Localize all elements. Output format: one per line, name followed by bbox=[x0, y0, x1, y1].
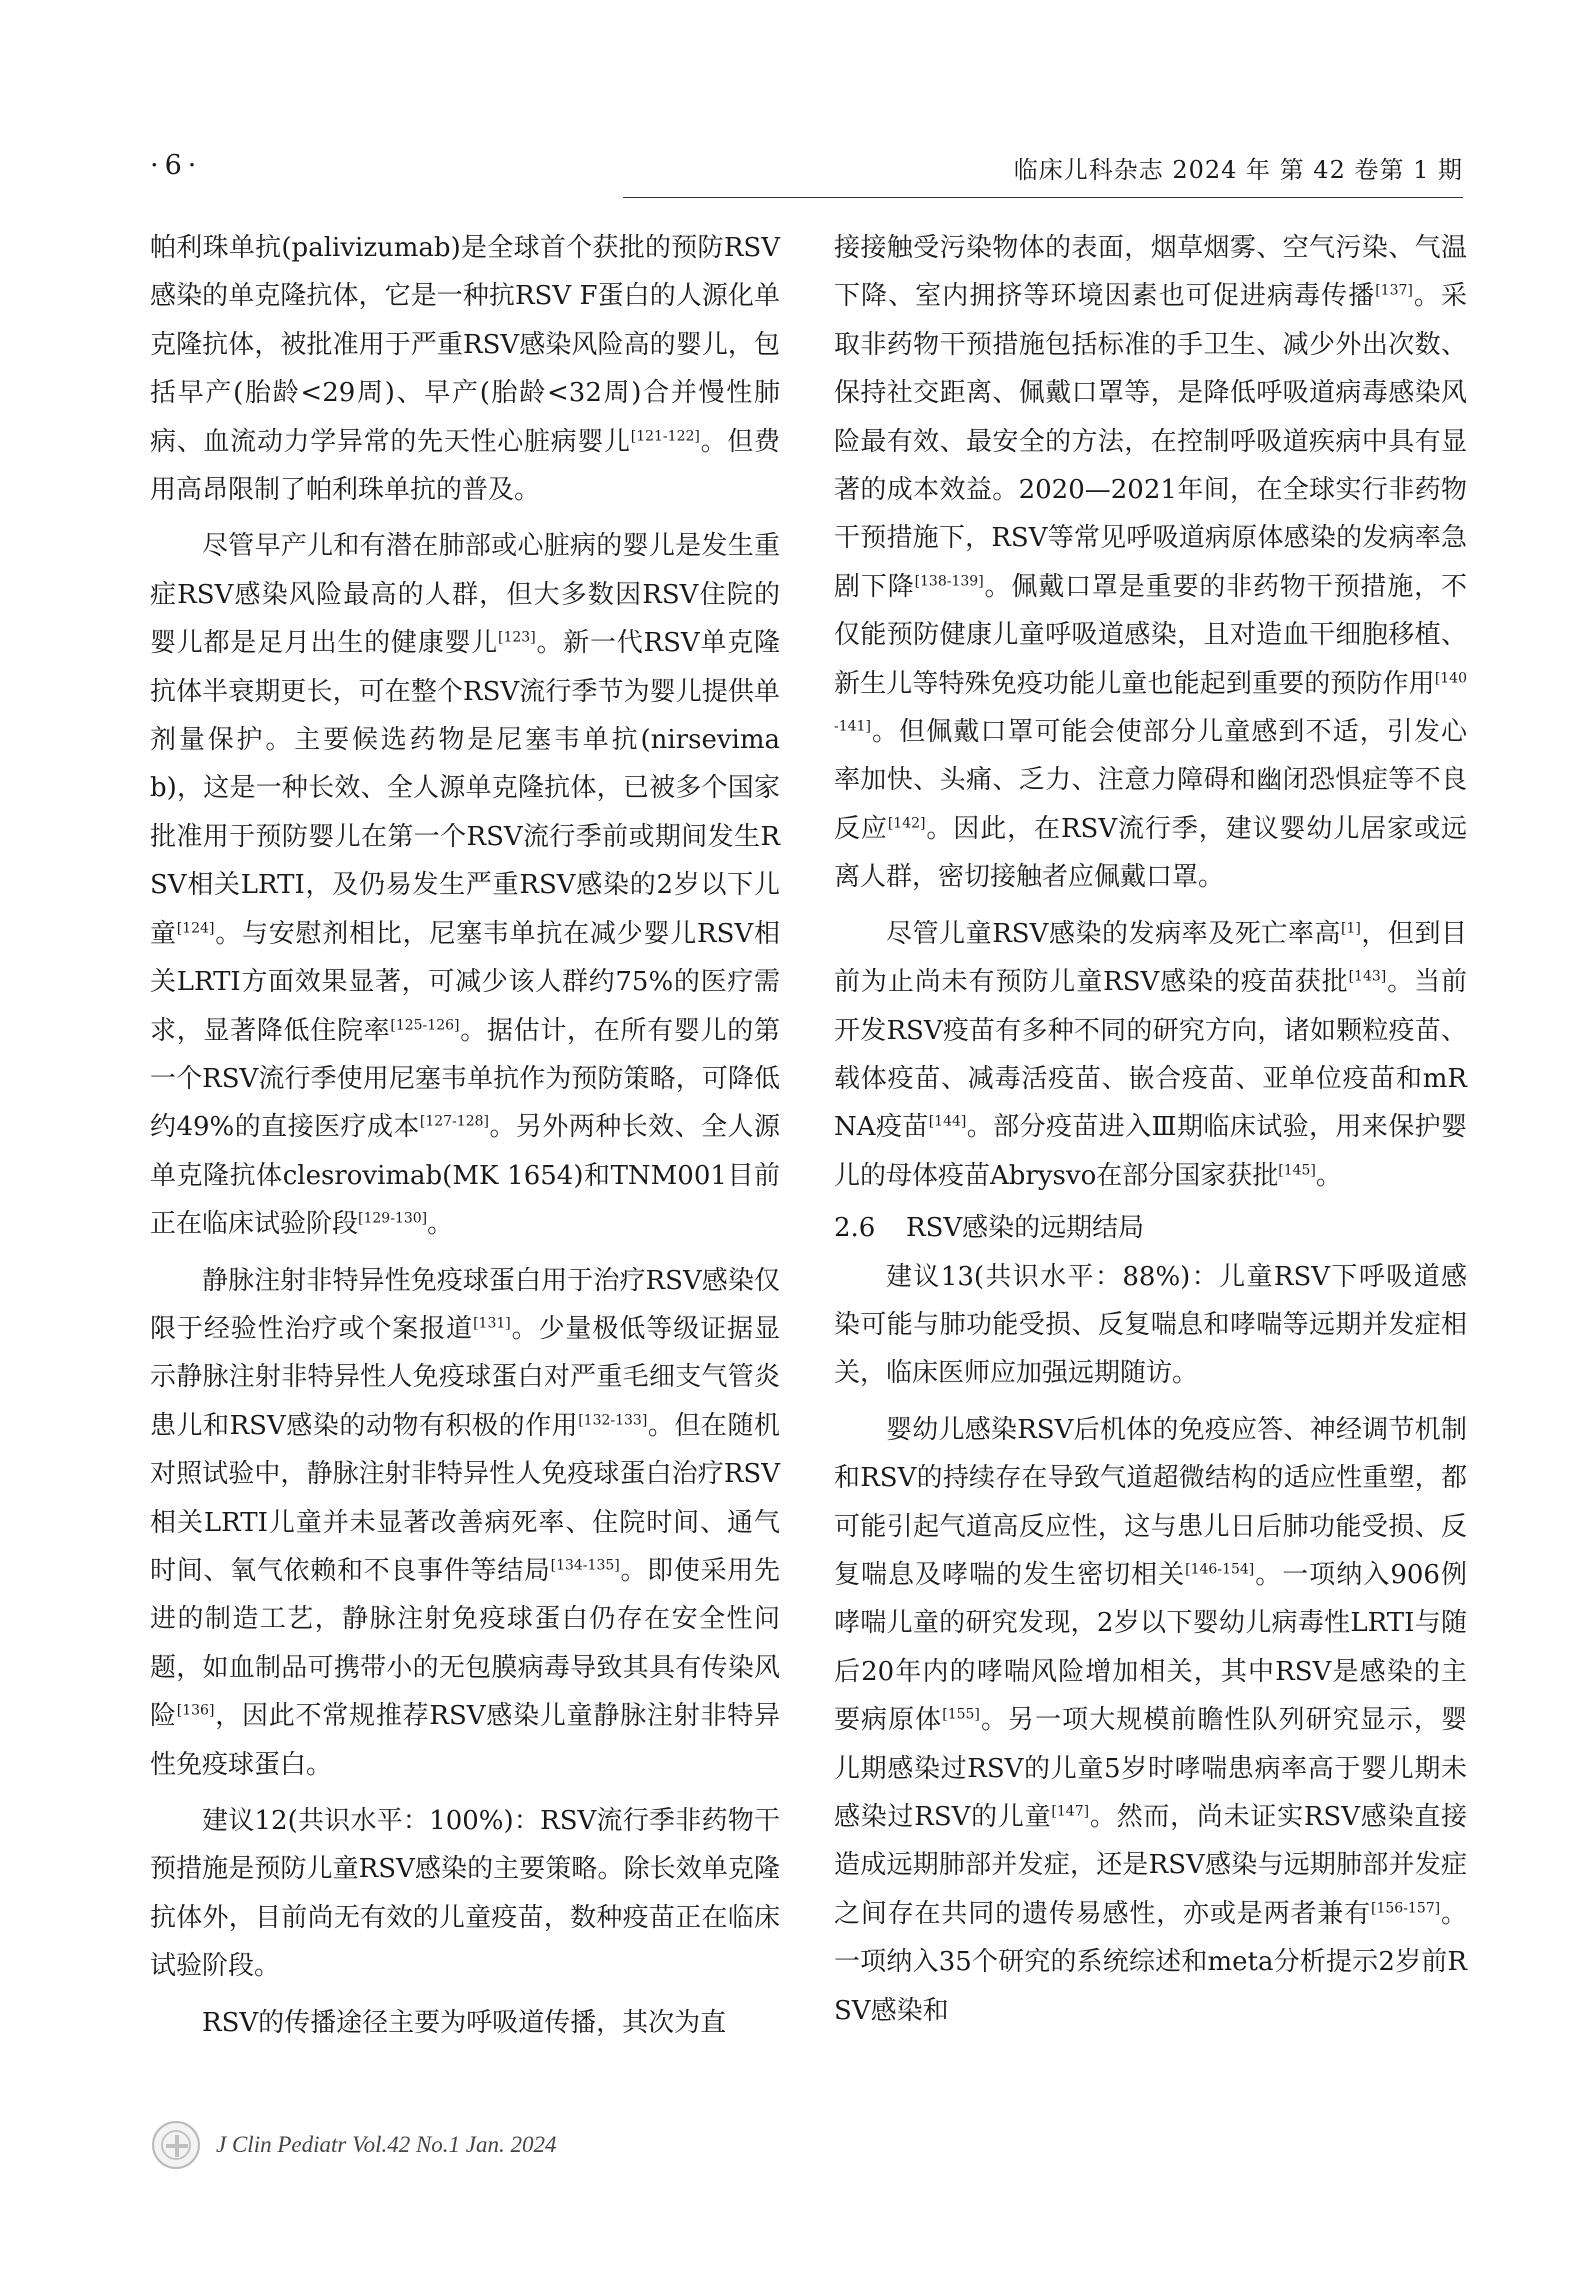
text-segment: 。因此，在RSV流行季，建议婴幼儿居家或远离人群，密切接触者应佩戴口罩。 bbox=[834, 813, 1467, 893]
text-segment: 。但佩戴口罩可能会使部分儿童感到不适，引发心率加快、头痛、乏力、注意力障碍和幽闭恐惧症等不良反应 bbox=[834, 717, 1467, 844]
footer bbox=[152, 2121, 557, 2169]
page-number: ·6· bbox=[150, 150, 203, 181]
text-segment: 。采取非药物干预措施包括标准的手卫生、减少外出次数、保持社交距离、佩戴口罩等，是降低呼吸道病毒感染风险最有效、最安全的方法，在控制呼吸道疾病中具有显著的成本效益。2020—2021年间，在全球实行非药物干预措施下，RSV等常见呼吸道病原体感染的发病率急剧下降 bbox=[834, 281, 1467, 602]
text-segment: 。一项纳入35个研究的系统综述和meta分析提示2岁前RSV感染和 bbox=[834, 1898, 1467, 2026]
header-rule bbox=[623, 197, 1463, 198]
paragraph-long-term bbox=[834, 1406, 1467, 2035]
paragraph-palivizumab bbox=[150, 224, 780, 514]
text-segment: 。部分疫苗进入Ⅲ期临床试验，用来保护婴儿的母体疫苗Abrysvo在部分国家获批 bbox=[834, 1112, 1467, 1191]
citation-ref: [121-122] bbox=[630, 427, 700, 444]
text-segment: 尽管早产儿和有潜在肺部或心脏病的婴儿是发生重症RSV感染风险最高的人群，但大多数因RSV住院的婴儿都是足月出生的健康婴儿 bbox=[150, 531, 780, 659]
text-segment: 。一项纳入906例哮喘儿童的研究发现，2岁以下婴幼儿病毒性LRTI与随后20年内的哮喘风险增加相关，其中RSV是感染的主要病原体 bbox=[834, 1559, 1467, 1736]
citation-ref: [131] bbox=[473, 1315, 511, 1332]
text-segment: 。但费用高昂限制了帕利珠单抗的普及。 bbox=[150, 426, 780, 506]
text-segment: 。即使采用先进的制造工艺，静脉注射免疫球蛋白仍存在安全性问题，如血制品可携带小的无包膜病毒导致其具有传染风险 bbox=[150, 1555, 780, 1732]
left-column bbox=[150, 224, 780, 2047]
citation-ref: [142] bbox=[887, 815, 926, 832]
paragraph-immunoglobulin bbox=[150, 1257, 780, 1789]
text-segment: 接接触受污染物体的表面，烟草烟雾、空气污染、气温下降、室内拥挤等环境因素也可促进病毒传播 bbox=[834, 233, 1467, 312]
paragraph-nonpharma bbox=[834, 224, 1467, 902]
text-segment: 。佩戴口罩是重要的非药物干预措施，不仅能预防健康儿童呼吸道感染，且对造血干细胞移植、新生儿等特殊免疫功能儿童也能起到重要的预防作用 bbox=[834, 571, 1467, 699]
paragraph-vaccine bbox=[834, 910, 1467, 1200]
paragraph-nirsevimab bbox=[150, 522, 780, 1248]
text-segment: 。少量极低等级证据显示静脉注射非特异性人免疫球蛋白对严重毛细支气管炎患儿和RSV感染的动物有积极的作用 bbox=[150, 1313, 780, 1441]
section-number: 2.6 bbox=[834, 1213, 876, 1244]
citation-ref: [155] bbox=[942, 1706, 980, 1723]
citation-ref: [132-133] bbox=[578, 1412, 648, 1429]
citation-ref: [143] bbox=[1348, 968, 1387, 985]
citation-ref: [1] bbox=[1340, 920, 1361, 937]
text-segment: 帕利珠单抗(palivizumab)是全球首个获批的预防RSV感染的单克隆抗体，它是一种抗RSV F蛋白的人源化单克隆抗体，被批准用于严重RSV感染风险高的婴儿，包括早产(胎龄<29周)、早产(胎龄<32周)合并慢性肺病、血流动力学异常的先天性心脏病婴儿 bbox=[150, 233, 780, 457]
paragraph-transmission: RSV的传播途径主要为呼吸道传播，其次为直 bbox=[202, 2007, 727, 2038]
citation-ref: [123] bbox=[498, 629, 536, 646]
citation-ref: [134-135] bbox=[550, 1557, 620, 1574]
text-segment: 。另一项大规模前瞻性队列研究显示，婴儿期感染过RSV的儿童5岁时哮喘患病率高于婴儿期未感染过RSV的儿童 bbox=[834, 1705, 1467, 1832]
text-segment: ，因此不常规推荐RSV感染儿童静脉注射非特异性免疫球蛋白。 bbox=[150, 1701, 780, 1780]
citation-ref: [146-154] bbox=[1185, 1561, 1255, 1578]
citation-ref: [137] bbox=[1375, 282, 1413, 299]
section-heading bbox=[834, 1204, 1467, 1252]
text-segment: 尽管儿童RSV感染的发病率及死亡率高 bbox=[886, 918, 1341, 949]
text-segment: 。然而，尚未证实RSV感染直接造成远期肺部并发症，还是RSV感染与远期肺部并发症之间存在共同的遗传易感性，亦或是两者兼有 bbox=[834, 1802, 1467, 1929]
journal-header: 临床儿科杂志 2024 年 第 42 卷第 1 期 bbox=[1013, 156, 1463, 184]
text-segment: ，但到目前为止尚未有预防儿童RSV感染的疫苗获批 bbox=[834, 918, 1467, 998]
recommendation-13: 建议13(共识水平：88%)：儿童RSV下呼吸道感染可能与肺功能受损、反复喘息和哮喘等远期并发症相关，临床医师应加强远期随访。 bbox=[834, 1261, 1467, 1389]
recommendation-12: 建议12(共识水平：100%)：RSV流行季非药物干预措施是预防儿童RSV感染的主要策略。除长效单克隆抗体外，目前尚无有效的儿童疫苗，数种疫苗正在临床试验阶段。 bbox=[150, 1806, 780, 1982]
text-segment: 婴幼儿感染RSV后机体的免疫应答、神经调节机制和RSV的持续存在导致气道超微结构的适应性重塑，都可能引起气道高反应性，这与患儿日后肺功能受损、反复喘息及哮喘的发生密切相关 bbox=[834, 1414, 1467, 1590]
citation-ref: [145] bbox=[1278, 1162, 1316, 1179]
text-segment: 。据估计，在所有婴儿的第一个RSV流行季使用尼塞韦单抗作为预防策略，可降低约49%的直接医疗成本 bbox=[150, 1015, 780, 1143]
text-segment: 。 bbox=[1315, 1160, 1342, 1191]
citation-ref: [140-141] bbox=[834, 670, 1467, 735]
citation-ref: [125-126] bbox=[390, 1016, 460, 1033]
logo-cross bbox=[166, 2144, 188, 2148]
citation-ref: [127-128] bbox=[419, 1113, 489, 1130]
text-segment: 静脉注射非特异性免疫球蛋白用于治疗RSV感染仅限于经验性治疗或个案报道 bbox=[150, 1265, 780, 1344]
text-segment: 。但在随机对照试验中，静脉注射非特异性人免疫球蛋白治疗RSV相关LRTI儿童并未显著改善病死率、住院时间、通气时间、氧气依赖和不良事件等结局 bbox=[150, 1410, 780, 1586]
section-title: RSV感染的远期结局 bbox=[906, 1213, 1145, 1244]
text-segment: 。另外两种长效、全人源单克隆抗体clesrovimab(MK 1654)和TNM001目前正在临床试验阶段 bbox=[150, 1112, 780, 1240]
text-segment: 。新一代RSV单克隆抗体半衰期更长，可在整个RSV流行季节为婴儿提供单剂量保护。主要候选药物是尼塞韦单抗(nirsevimab)，这是一种长效、全人源单克隆抗体，已被多个国家批准用于预防婴儿在第一个RSV流行季前或期间发生RSV相关LRTI，及仍易发生严重RSV感染的2岁以下儿童 bbox=[150, 628, 780, 949]
text-segment: 。与安慰剂相比，尼塞韦单抗在减少婴儿RSV相关LRTI方面效果显著，可减少该人群约75%的医疗需求，显著降低住院率 bbox=[150, 918, 780, 1046]
citation-ref: [147] bbox=[1051, 1803, 1090, 1820]
footer-citation: J Clin Pediatr Vol.42 No.1 Jan. 2024 bbox=[216, 2132, 557, 2157]
citation-ref: [124] bbox=[176, 920, 215, 937]
text-segment: 。 bbox=[427, 1209, 454, 1240]
journal-logo-icon bbox=[152, 2121, 200, 2169]
citation-ref: [144] bbox=[928, 1113, 967, 1130]
citation-ref: [129-130] bbox=[358, 1210, 428, 1227]
citation-ref: [156-157] bbox=[1371, 1900, 1441, 1917]
citation-ref: [138-139] bbox=[914, 573, 984, 590]
text-segment: 。当前开发RSV疫苗有多种不同的研究方向，诸如颗粒疫苗、载体疫苗、减毒活疫苗、嵌合疫苗、亚单位疫苗和mRNA疫苗 bbox=[834, 967, 1467, 1143]
citation-ref: [136] bbox=[176, 1702, 215, 1719]
right-column bbox=[834, 224, 1467, 2035]
